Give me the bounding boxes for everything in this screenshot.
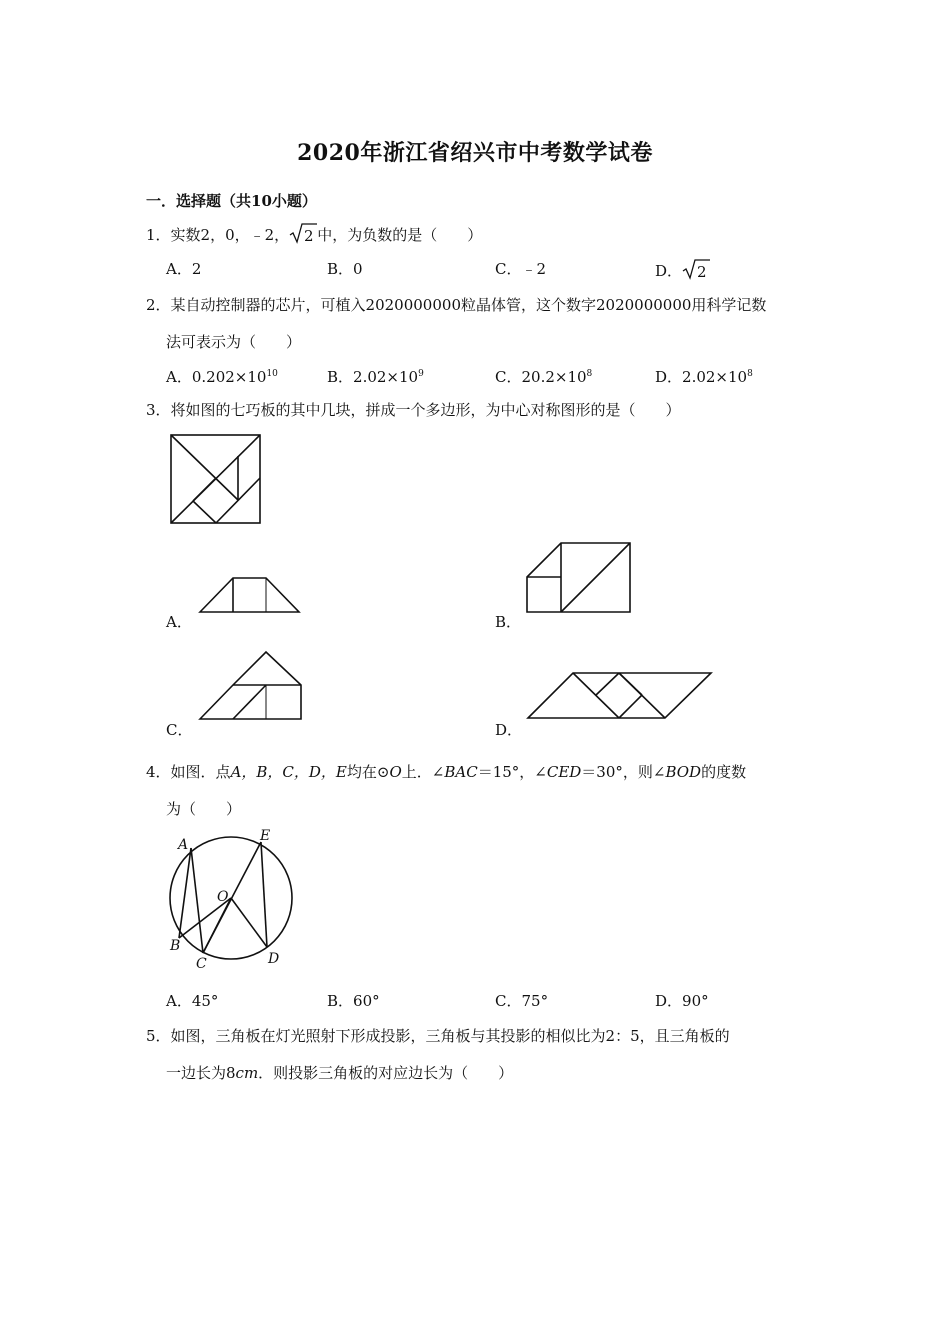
option-b-figure[interactable]: [526, 542, 632, 614]
option-a[interactable]: A．: [166, 613, 192, 631]
option-c-figure[interactable]: [199, 651, 303, 721]
question-number: 1．: [146, 226, 171, 244]
question-number: 3．: [146, 401, 171, 419]
question-3: [146, 399, 681, 420]
question-5-line2: 一边长为8cm．则投影三角板的对应边长为（ ）: [166, 1064, 514, 1082]
option-b[interactable]: B．$2.02\times 10^9$: [327, 368, 424, 386]
option-d[interactable]: D． 2: [655, 258, 710, 284]
option-b[interactable]: B．: [495, 613, 522, 631]
sqrt-icon: [682, 258, 710, 284]
option-c[interactable]: C．75°: [495, 992, 549, 1010]
option-d[interactable]: D．90°: [655, 992, 709, 1010]
question-number: 2．: [146, 296, 171, 314]
option-c[interactable]: C．﹣2: [495, 260, 547, 278]
option-b[interactable]: B．0: [327, 260, 363, 278]
question-stem: 实数2，0，﹣2，: [170, 226, 290, 244]
option-d[interactable]: D．: [495, 721, 523, 739]
point-label-b: B: [170, 938, 181, 954]
question-number: 5．: [146, 1027, 171, 1045]
option-a[interactable]: A．$0.202\times 10^{10}$: [166, 368, 278, 386]
option-a-figure[interactable]: [199, 576, 301, 614]
question-stem: 将如图的七巧板的其中几块，拼成一个多边形，为中心对称图形的是（ ）: [170, 401, 681, 419]
tangram-figure: [170, 434, 262, 526]
question-1: [146, 222, 482, 248]
option-a[interactable]: A．45°: [166, 992, 219, 1010]
page-title: 2020年浙江省绍兴市中考数学试卷: [297, 140, 653, 166]
question-5: 5．如图，三角板在灯光照射下形成投影，三角板与其投影的相似比为2：5，且三角板的: [146, 1027, 730, 1045]
question-2-line2: 法可表示为（ ）: [166, 333, 302, 351]
question-stem: 某自动控制器的芯片，可植入2020000000粒晶体管，这个数字2020000000用科学记数: [170, 296, 767, 314]
question-number: 4．: [146, 763, 171, 781]
point-label-a: A: [178, 837, 189, 853]
sqrt-radicand: 2: [304, 227, 314, 245]
section-heading: 一．选择题（共10小题）: [146, 192, 317, 210]
question-4: 4．如图．点A，B，C，D，E均在⊙O上．∠BAC＝15°，∠CED＝30°，则∠BOD的度数: [146, 763, 747, 781]
sqrt-icon: [289, 222, 317, 248]
option-a[interactable]: A．2: [166, 260, 202, 278]
point-label-c: C: [196, 956, 207, 972]
option-c[interactable]: C．$20.2\times 10^8$: [495, 368, 593, 386]
question-stem: 中，为负数的是（ ）: [317, 226, 483, 244]
question-4-line2: 为（ ）: [166, 800, 242, 818]
option-b[interactable]: B．60°: [327, 992, 380, 1010]
circle-figure: [165, 826, 305, 971]
option-c[interactable]: C．: [166, 721, 193, 739]
question-2: [146, 294, 766, 315]
sqrt-radicand: 2: [697, 263, 707, 281]
option-d-figure[interactable]: [527, 672, 713, 720]
option-d[interactable]: D．$2.02\times 10^8$: [655, 368, 753, 386]
point-label-o: O: [217, 889, 229, 905]
point-label-d: D: [268, 951, 280, 967]
point-label-e: E: [260, 828, 271, 844]
